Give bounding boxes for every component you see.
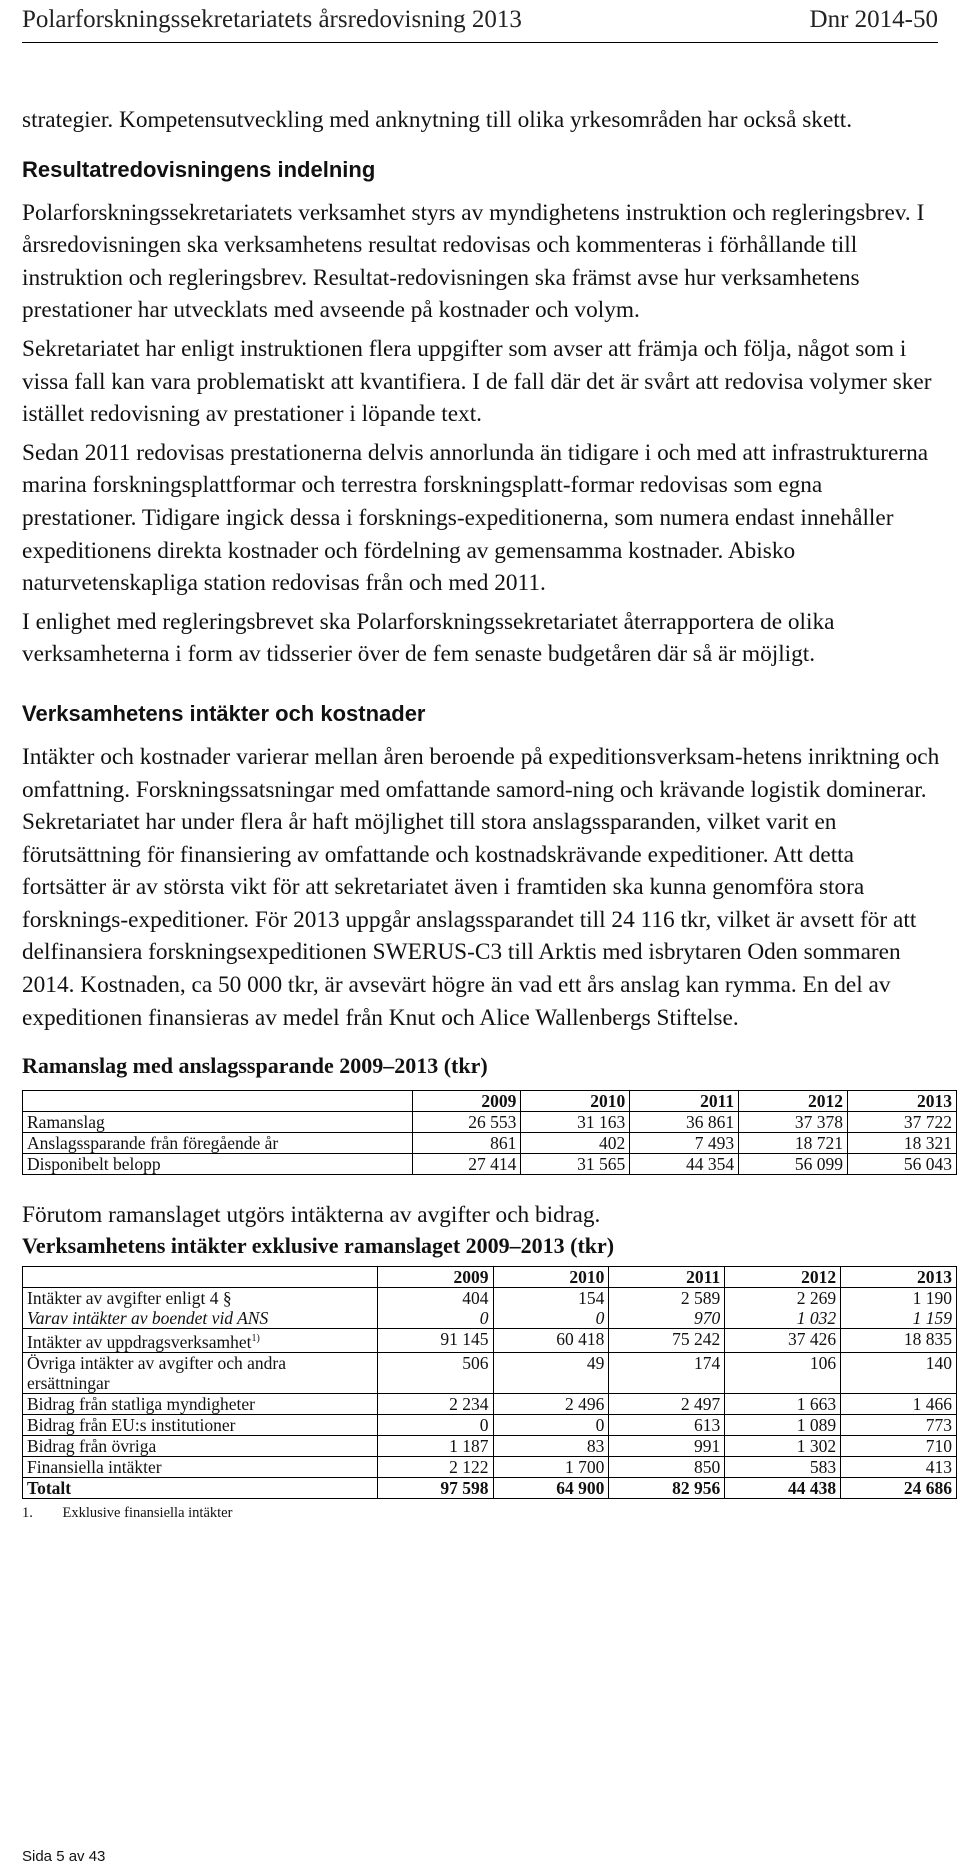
cell-value [493,1287,609,1328]
row-label: Finansiella intäkter [23,1456,378,1477]
cell-value: 402 [521,1133,630,1154]
cell-main: 2 269 [796,1287,837,1308]
footnote-number: 1. [22,1504,33,1521]
cell-value: 174 [609,1352,725,1393]
cell-value: 44 354 [630,1154,739,1175]
table-row [23,1456,957,1477]
cell-value: 7 493 [630,1133,739,1154]
page-content [22,104,952,1522]
cell-value: 991 [609,1435,725,1456]
cell-value: 64 900 [493,1477,609,1498]
cell-value: 37 722 [848,1112,957,1133]
cell-varav: 1 032 [796,1307,837,1328]
table-row [23,1112,957,1133]
table-row [23,1393,957,1414]
table-row [23,1328,957,1352]
paragraph: I enlighet med regleringsbrevet ska Polarforskningssekretariatet återrapportera de olika verksamheterna i form av tidsserier över de fem senaste budgetåren där så är möjligt. [22,608,835,668]
cell-value: 37 378 [739,1112,848,1133]
cell-value: 0 [377,1414,493,1435]
cell-value: 773 [841,1414,957,1435]
paragraph: Intäkter och kostnader varierar mellan åren beroende på expeditionsverksam-hetens inriktning och omfattning. Forskningssatsningar med omfattande samord-ning och krävande logistik dominerar. Sekretariatet har under flera år haft möjlighet till stora anslagssparanden, vilket varit en förutsättning för finansiering av omfattande och kostnadskrävande expeditioner. Att detta fortsätter är av största vikt för att sekretariatet även i framtiden ska kunna genomföra stora forsknings-expeditioner. För 2013 uppgår anslagssparandet till 24 116 tkr, vilket är avsett för att delfinansiera forskningsexpeditionen SWERUS-C3 till Arktis med isbrytaren Oden sommaren 2014. Kostnaden, ca 50 000 tkr, är avsevärt högre än vad ett års anslag kan rymma. En del av expeditionen finansieras av medel från Knut och Alice Wallenbergs Stiftelse. [22,743,940,1031]
cell-value: 2 497 [609,1393,725,1414]
intakter-table [22,1266,957,1499]
row-label-varav: Varav intäkter av boendet vid ANS [27,1307,269,1328]
cell-value: 37 426 [725,1328,841,1352]
cell-varav: 1 159 [912,1307,952,1328]
page-footer: Sida 5 av 43 [22,1848,106,1865]
page-header [22,0,938,40]
cell-value: 31 565 [521,1154,630,1175]
cell-value: 710 [841,1435,957,1456]
table-footnote [22,1505,942,1522]
year-header: 2010 [493,1266,609,1287]
row-label-main: Intäkter av avgifter enligt 4 § [27,1287,232,1308]
between-tables-text: Förutom ramanslaget utgörs intäkterna av avgifter och bidrag. [22,1202,601,1229]
section-heading-intakter-kostnader: Verksamhetens intäkter och kostnader [22,700,426,726]
year-header: 2012 [739,1091,848,1112]
header-empty-cell [23,1091,413,1112]
year-header: 2009 [412,1091,521,1112]
document-title: Polarforskningssekretariatets årsredovisning 2013 [22,6,522,33]
cell-value: 97 598 [377,1477,493,1498]
cell-value [377,1287,493,1328]
table-row [23,1154,957,1175]
table2-title: Verksamhetens intäkter exklusive ramanslaget 2009–2013 (tkr) [22,1232,615,1258]
footnote-marker: 1) [251,1332,260,1344]
cell-varav: 970 [693,1307,721,1328]
cell-value: 31 163 [521,1112,630,1133]
year-header: 2010 [521,1091,630,1112]
row-label [23,1328,378,1352]
row-label: Disponibelt belopp [23,1154,413,1175]
row-label: Övriga intäkter av avgifter och andra ersättningar [23,1352,378,1393]
table1-title: Ramanslag med anslagssparande 2009–2013 (tkr) [22,1053,488,1079]
cell-value: 106 [725,1352,841,1393]
cell-value: 583 [725,1456,841,1477]
cell-main: 1 190 [912,1287,952,1308]
cell-value: 861 [412,1133,521,1154]
cell-value: 2 496 [493,1393,609,1414]
footnote-text: Exklusive finansiella intäkter [62,1504,233,1521]
paragraph: Polarforskningssekretariatets verksamhet styrs av myndighetens instruktion och regleringsbrev. I årsredovisningen ska verksamhetens resultat redovisas och kommenteras i förhållande till instruktion och regleringsbrev. Resultat-redovisningen ska främst avse hur verksamhetens prestationer har utvecklats med avseende på kostnader och volym. [22,199,925,324]
table-header-row [23,1091,957,1112]
cell-value: 56 099 [739,1154,848,1175]
cell-value: 83 [493,1435,609,1456]
row-label [23,1287,378,1328]
cell-value: 0 [493,1414,609,1435]
cell-value: 2 122 [377,1456,493,1477]
cell-varav: 0 [479,1307,489,1328]
cell-value: 1 089 [725,1414,841,1435]
year-header: 2009 [377,1266,493,1287]
cell-value: 140 [841,1352,957,1393]
table-row [23,1287,957,1328]
cell-value: 24 686 [841,1477,957,1498]
row-label-text: Intäkter av uppdragsverksamhet [27,1331,252,1352]
cell-value: 613 [609,1414,725,1435]
year-header: 2011 [630,1091,739,1112]
year-header: 2013 [848,1091,957,1112]
cell-value: 75 242 [609,1328,725,1352]
cell-value: 18 721 [739,1133,848,1154]
cell-value: 850 [609,1456,725,1477]
section-heading-resultatredovisning: Resultatredovisningens indelning [22,156,376,182]
row-label: Anslagssparande från föregående år [23,1133,413,1154]
cell-value: 60 418 [493,1328,609,1352]
cell-value [609,1287,725,1328]
cell-value: 2 234 [377,1393,493,1414]
cell-value: 1 700 [493,1456,609,1477]
year-header: 2013 [841,1266,957,1287]
header-empty-cell [23,1266,378,1287]
cell-value: 49 [493,1352,609,1393]
cell-value: 82 956 [609,1477,725,1498]
row-label: Bidrag från övriga [23,1435,378,1456]
header-divider [22,42,938,43]
cell-value: 18 835 [841,1328,957,1352]
cell-value: 27 414 [412,1154,521,1175]
intro-paragraph: strategier. Kompetensutveckling med anknytning till olika yrkesområden har också skett. [22,107,853,133]
cell-value: 36 861 [630,1112,739,1133]
row-label: Totalt [23,1477,378,1498]
year-header: 2011 [609,1266,725,1287]
cell-value: 1 187 [377,1435,493,1456]
ramanslag-table [22,1090,957,1175]
cell-main: 2 589 [680,1287,721,1308]
table-row [23,1435,957,1456]
table-header-row [23,1266,957,1287]
cell-value: 91 145 [377,1328,493,1352]
table-row [23,1414,957,1435]
cell-value: 18 321 [848,1133,957,1154]
row-label: Ramanslag [23,1112,413,1133]
cell-value: 56 043 [848,1154,957,1175]
cell-value: 413 [841,1456,957,1477]
cell-value: 1 466 [841,1393,957,1414]
cell-varav: 0 [595,1307,605,1328]
year-header: 2012 [725,1266,841,1287]
document-number: Dnr 2014-50 [809,6,938,33]
paragraph: Sekretariatet har enligt instruktionen flera uppgifter som avser att främja och följa, något som i vissa fall kan vara problematiskt att kvantifiera. I de fall där det är svårt att redovisa volymer sker istället redovisning av prestationer i löpande text. [22,335,932,428]
cell-value: 506 [377,1352,493,1393]
table-row [23,1133,957,1154]
paragraph: Sedan 2011 redovisas prestationerna delvis annorlunda än tidigare i och med att infrastrukturerna marina forskningsplattformar och terrestra forskningsplatt-formar redovisas som egna prestationer. Tidigare ingick dessa i forsknings-expeditionerna, som numera endast innehåller expeditionens direkta kostnader och fördelning av gemensamma kostnader. Abisko naturvetenskapliga station redovisas från och med 2011. [22,439,929,597]
table-total-row [23,1477,957,1498]
table-row [23,1352,957,1393]
row-label: Bidrag från statliga myndigheter [23,1393,378,1414]
cell-value: 26 553 [412,1112,521,1133]
row-label: Bidrag från EU:s institutioner [23,1414,378,1435]
cell-value [725,1287,841,1328]
cell-value: 1 302 [725,1435,841,1456]
cell-value: 44 438 [725,1477,841,1498]
cell-value: 1 663 [725,1393,841,1414]
cell-value [841,1287,957,1328]
cell-main: 404 [462,1287,489,1308]
cell-main: 154 [578,1287,605,1308]
